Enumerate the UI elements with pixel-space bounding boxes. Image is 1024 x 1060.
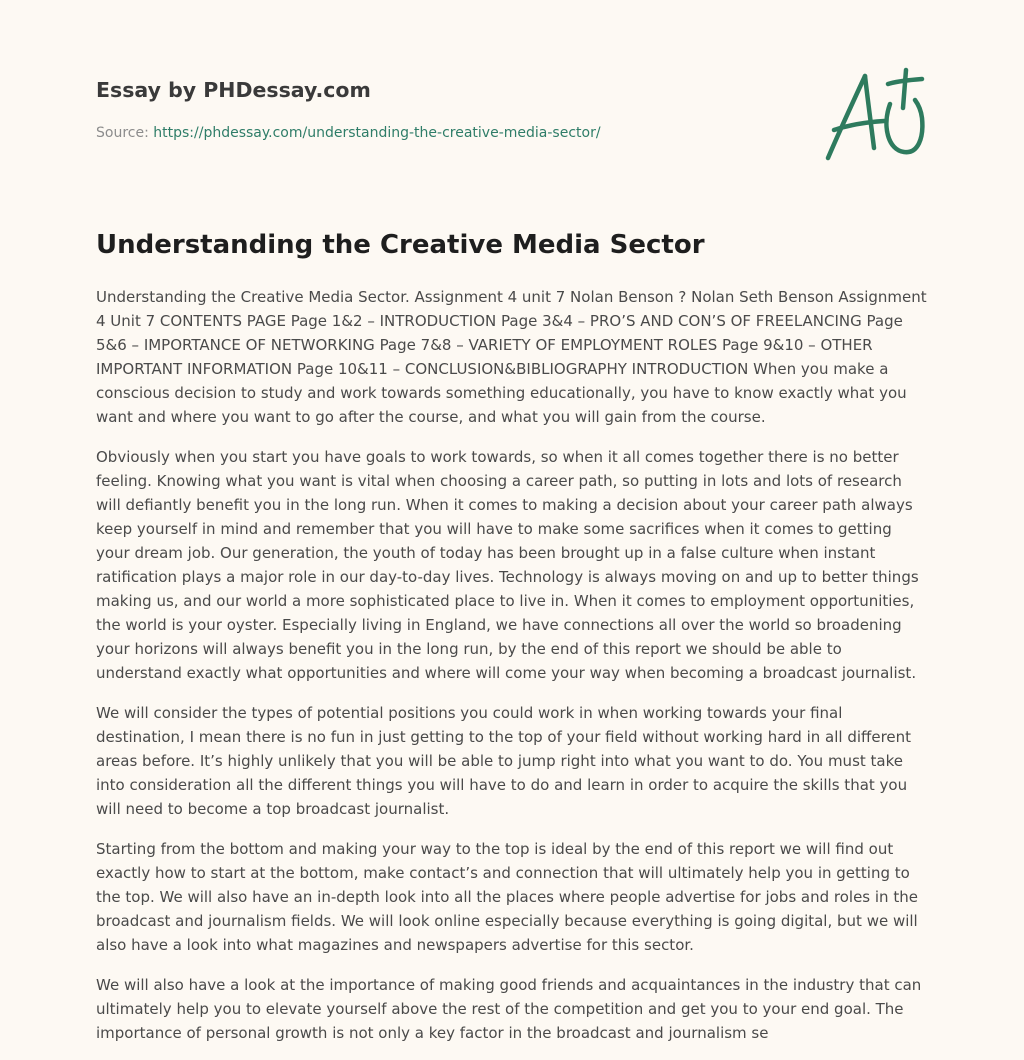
logo-stroke: [903, 70, 906, 108]
essay-body: [96, 285, 928, 1060]
logo-stroke: [828, 76, 865, 158]
essay-paragraph: Understanding the Creative Media Sector. Assignment 4 unit 7 Nolan Benson ? Nolan Seth Benson Assignment 4 Unit 7 CONTENTS PAGE Page 1&2 – INTRODUCTION Page 3&4 – PRO’S AND CON’S OF FREELANCING Page 5&6 – IMPORTANCE OF NETWORKING Page 7&8 – VARIETY OF EMPLOYMENT ROLES Page 9&10 – OTHER IMPORTANT INFORMATION Page 10&11 – CONCLUSION&BIBLIOGRAPHY INTRODUCTION When you make a conscious decision to study and work towards something educationally, you have to know exactly what you want and where you want to go after the course, and what you will gain from the course.: [96, 288, 927, 426]
source-line: [96, 123, 601, 143]
site-heading: Essay by PHDessay.com: [96, 78, 371, 102]
essay-paragraph: We will consider the types of potential positions you could work in when working towards your final destination, I mean there is no fun in just getting to the top of your field without working hard in all different areas before. It’s highly unlikely that you will be able to jump right into what you want to do. You must take into consideration all the different things you will have to do and learn in order to acquire the skills that you will need to become a top broadcast journalist.: [96, 704, 912, 818]
a-plus-grade-icon: [818, 64, 930, 168]
essay-title: Understanding the Creative Media Sector: [96, 230, 705, 260]
essay-paragraph: We will also have a look at the importance of making good friends and acquaintances in the industry that can ultimately help you to elevate yourself above the rest of the competition and get you to your end goal. The importance of personal growth is not only a key factor in the broadcast and journalism se: [96, 976, 922, 1042]
source-link[interactable]: https://phdessay.com/understanding-the-creative-media-sector/: [153, 125, 601, 141]
essay-paragraph: Obviously when you start you have goals to work towards, so when it all comes together there is no better feeling. Knowing what you want is vital when choosing a career path, so putting in lots and lots of research will defiantly benefit you in the long run. When it comes to making a decision about your career path always keep yourself in mind and remember that you will have to make some sacrifices when it comes to getting your dream job. Our generation, the youth of today has been brought up in a false culture when instant ratification plays a major role in our day-to-day lives. Technology is always moving on and up to better things making us, and our world a more sophisticated place to live in. When it comes to employment opportunities, the world is your oyster. Especially living in England, we have connections all over the world so broadening your horizons will always benefit you in the long run, by the end of this report we should be able to understand exactly what opportunities and where will come your way when becoming a broadcast journalist.: [96, 448, 919, 682]
source-label: Source:: [96, 125, 149, 141]
logo-stroke: [865, 76, 874, 148]
essay-paragraph: Starting from the bottom and making your way to the top is ideal by the end of this report we will find out exactly how to start at the bottom, make contact’s and connection that will ultimately help you in getting to the top. We will also have an in-depth look into all the places where people advertise for jobs and roles in the broadcast and journalism fields. We will look online especially because everything is going digital, but we will also have a look into what magazines and newspapers advertise for this sector.: [96, 840, 918, 954]
